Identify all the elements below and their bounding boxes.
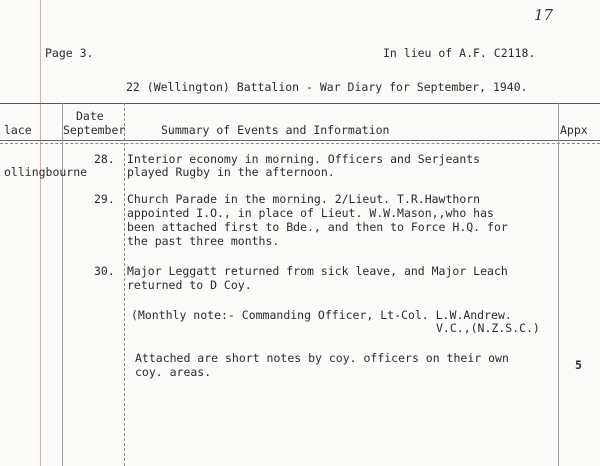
date-header-line1: Date xyxy=(76,109,104,123)
entry-line: played Rugby in the afternoon. xyxy=(127,165,335,179)
appendix-column-rule xyxy=(558,103,559,466)
page-label: Page 3. xyxy=(45,46,94,60)
entry-line: Major Leggatt returned from sick leave, and Major Leach xyxy=(127,264,508,278)
place-header: lace xyxy=(4,123,32,137)
diary-title: 22 (Wellington) Battalion - War Diary for September, 1940. xyxy=(126,80,528,94)
appendix-header: Appx xyxy=(560,123,588,137)
entry-place: ollingbourne xyxy=(4,165,88,179)
folio-number: 17 xyxy=(534,6,554,24)
header-bottom-rule-2 xyxy=(0,143,600,144)
monthly-note-line2: V.C.,(N.Z.S.C.) xyxy=(436,321,540,335)
entry-day: 29. xyxy=(94,192,115,206)
margin-rule xyxy=(40,0,41,466)
entry-line: Interior economy in morning. Officers and Serjeants xyxy=(127,152,481,166)
date-header-line2: September xyxy=(63,123,126,137)
header-bottom-rule xyxy=(0,140,600,141)
entry-line: returned to D Coy. xyxy=(127,278,252,292)
header-top-rule xyxy=(0,103,600,104)
attachment-note-line1: Attached are short notes by coy. officers on their own xyxy=(135,351,509,365)
entry-day: 28. xyxy=(94,152,115,166)
appendix-number: 5 xyxy=(575,358,582,372)
monthly-note-line1: (Monthly note:- Commanding Officer, Lt-Col. L.W.Andrew. xyxy=(131,308,512,322)
date-column-rule xyxy=(124,103,125,466)
entry-line: appointed I.O., in place of Lieut. W.W.Mason,,who has xyxy=(127,206,494,220)
attachment-note-line2: coy. areas. xyxy=(135,365,212,379)
entry-line: Church Parade in the morning. 2/Lieut. T.R.Hawthorn xyxy=(127,192,481,206)
form-reference: In lieu of A.F. C2118. xyxy=(383,46,536,60)
entry-line: been attached first to Bde., and then to Force H.Q. for xyxy=(127,220,508,234)
place-column-rule xyxy=(62,103,63,466)
entry-day: 30. xyxy=(94,264,115,278)
entry-line: the past three months. xyxy=(127,234,280,248)
summary-header: Summary of Events and Information xyxy=(161,123,390,137)
